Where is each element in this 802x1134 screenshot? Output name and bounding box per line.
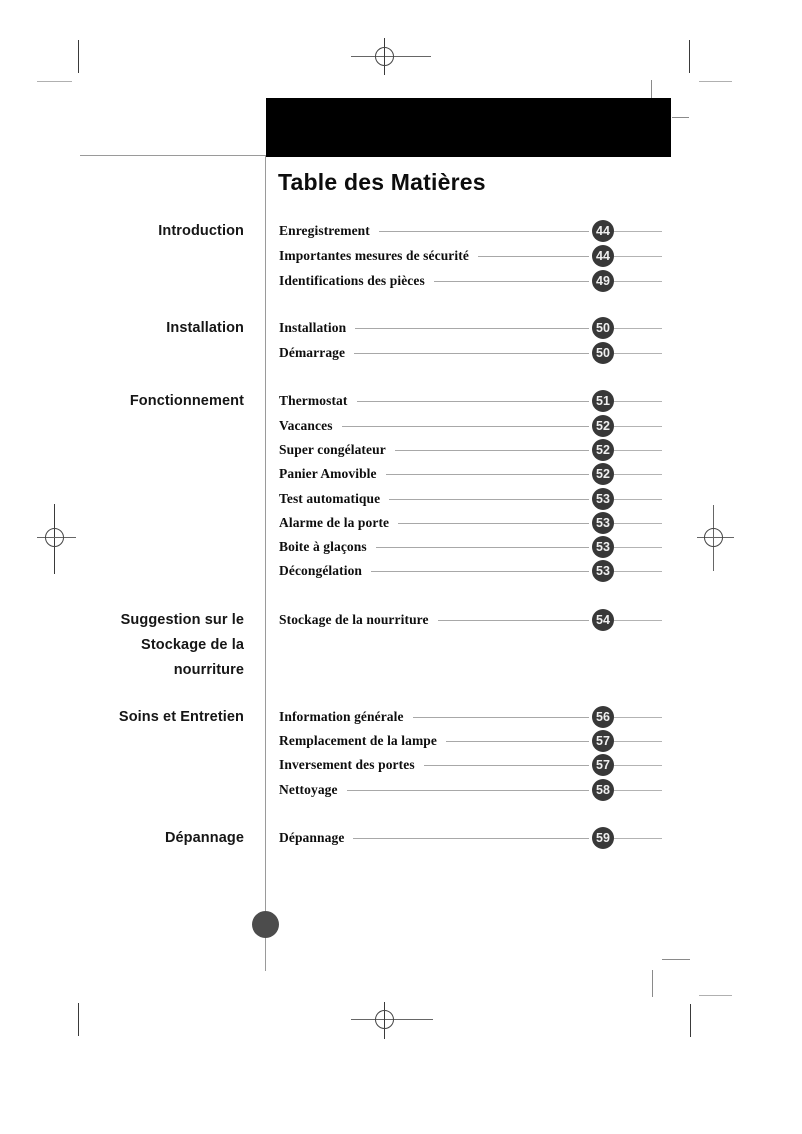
registration-circle-icon — [375, 47, 394, 66]
page-number-badge: 57 — [592, 754, 614, 776]
page-number-badge: 44 — [592, 245, 614, 267]
toc-entry-title: Installation — [279, 320, 347, 335]
crop-mark-bottom-right-vertical — [690, 1004, 691, 1037]
page-number-badge: 57 — [592, 730, 614, 752]
leader-tail-line — [614, 765, 662, 766]
toc-entry-title: Identifications des pièces — [279, 273, 425, 288]
toc-entry-title: Information générale — [279, 709, 404, 724]
section-label — [60, 389, 244, 414]
leader-line — [353, 838, 589, 839]
toc-entry — [279, 316, 662, 340]
leader-tail-line — [614, 547, 662, 548]
leader-tail-line — [614, 523, 662, 524]
toc-entry — [279, 535, 662, 559]
leader-line — [386, 474, 589, 475]
toc-entry-title: Démarrage — [279, 345, 346, 360]
toc-entry-title: Test automatique — [279, 491, 381, 506]
leader-tail-line — [614, 401, 662, 402]
section-label-line: Stockage de la — [141, 636, 244, 653]
toc-entry-title: Nettoyage — [279, 782, 338, 797]
toc-entry — [279, 462, 662, 486]
header-underline — [80, 155, 266, 156]
section-label — [60, 316, 244, 341]
leader-line — [434, 281, 589, 282]
leader-line — [379, 231, 589, 232]
section-label-line: Soins et Entretien — [118, 708, 244, 725]
crop-mark-top-right-vertical — [689, 40, 690, 73]
header-black-bar — [266, 98, 671, 157]
leader-tail-line — [614, 281, 662, 282]
page-number-badge: 53 — [592, 488, 614, 510]
leader-tail-line — [614, 717, 662, 718]
leader-line — [347, 790, 589, 791]
leader-line — [438, 620, 589, 621]
toc-entry-title: Inversement des portes — [279, 757, 415, 772]
toc-entry — [279, 511, 662, 535]
page-number-badge: 56 — [592, 706, 614, 728]
page-title: Table des Matières — [278, 169, 486, 195]
section-label — [60, 826, 244, 851]
toc-entry-title: Stockage de la nourriture — [279, 612, 429, 627]
toc-entry — [279, 559, 662, 583]
page-number-badge: 53 — [592, 560, 614, 582]
leader-tail-line — [614, 474, 662, 475]
page-number-badge: 51 — [592, 390, 614, 412]
page-number-badge: 53 — [592, 536, 614, 558]
crop-mark-top-left-horizontal — [37, 81, 72, 82]
toc-entry — [279, 729, 662, 753]
section-label-line: Introduction — [158, 222, 244, 239]
toc-entry — [279, 438, 662, 462]
page-number-badge: 58 — [592, 779, 614, 801]
section-label-line: nourriture — [173, 661, 244, 678]
section-label — [60, 219, 244, 244]
column-divider — [265, 156, 266, 971]
leader-tail-line — [614, 499, 662, 500]
leader-line — [355, 328, 589, 329]
page-number-badge: 50 — [592, 317, 614, 339]
crop-mark-bar-right-horizontal — [672, 117, 689, 118]
leader-line — [395, 450, 589, 451]
toc-entry-title: Importantes mesures de sécurité — [279, 248, 469, 263]
toc-entry — [279, 389, 662, 413]
toc-entry-title: Décongélation — [279, 563, 363, 578]
page-number-badge: 50 — [592, 342, 614, 364]
toc-entry — [279, 269, 662, 293]
leader-tail-line — [614, 790, 662, 791]
leader-line — [478, 256, 589, 257]
leader-line — [354, 353, 589, 354]
registration-circle-icon — [45, 528, 64, 547]
leader-line — [376, 547, 589, 548]
toc-entry-title: Alarme de la porte — [279, 515, 390, 530]
toc-entry-title: Vacances — [279, 418, 333, 433]
page-number-badge: 59 — [592, 827, 614, 849]
toc-entry-title: Remplacement de la lampe — [279, 733, 437, 748]
registration-circle-icon — [375, 1010, 394, 1029]
toc-entry — [279, 705, 662, 729]
crop-mark-right-edge-horizontal — [662, 959, 690, 960]
leader-tail-line — [614, 426, 662, 427]
leader-line — [413, 717, 589, 718]
leader-tail-line — [614, 571, 662, 572]
toc-entry-title: Dépannage — [279, 830, 345, 845]
leader-line — [342, 426, 589, 427]
crop-mark-bar-top-vertical — [651, 80, 652, 98]
page-number-badge: 54 — [592, 609, 614, 631]
page-dot-marker — [252, 911, 279, 938]
crop-mark-top-right-horizontal — [699, 81, 732, 82]
toc-entry — [279, 753, 662, 777]
toc-entry — [279, 341, 662, 365]
section-label-line: Installation — [166, 319, 244, 336]
leader-tail-line — [614, 838, 662, 839]
toc-entry-title: Panier Amovible — [279, 466, 377, 481]
page-number-badge: 52 — [592, 463, 614, 485]
registration-circle-icon — [704, 528, 723, 547]
leader-tail-line — [614, 741, 662, 742]
toc-entry-title: Enregistrement — [279, 223, 370, 238]
page-number-badge: 44 — [592, 220, 614, 242]
crop-mark-bottom-left-vertical — [78, 1003, 79, 1036]
leader-line — [357, 401, 590, 402]
leader-tail-line — [614, 231, 662, 232]
section-label-line: Dépannage — [164, 829, 244, 846]
toc-entry-title: Super congélateur — [279, 442, 386, 457]
toc-entry — [279, 244, 662, 268]
toc-entry — [279, 826, 662, 850]
crop-mark-top-left-vertical — [78, 40, 79, 73]
section-label-line: Fonctionnement — [129, 392, 244, 409]
toc-entry — [279, 219, 662, 243]
page-number-badge: 52 — [592, 415, 614, 437]
leader-line — [446, 741, 589, 742]
toc-entry-title: Thermostat — [279, 393, 348, 408]
section-label — [60, 705, 244, 730]
page-number-badge: 53 — [592, 512, 614, 534]
page-number-badge: 52 — [592, 439, 614, 461]
section-label-line: Suggestion sur le — [120, 611, 244, 628]
leader-line — [424, 765, 589, 766]
page-number-badge: 49 — [592, 270, 614, 292]
leader-tail-line — [614, 450, 662, 451]
section-label — [60, 608, 244, 683]
crop-mark-right-edge-vertical — [652, 970, 653, 997]
leader-tail-line — [614, 620, 662, 621]
leader-tail-line — [614, 256, 662, 257]
toc-entry — [279, 487, 662, 511]
leader-line — [389, 499, 589, 500]
leader-line — [398, 523, 589, 524]
leader-tail-line — [614, 328, 662, 329]
crop-mark-bottom-right-horizontal — [699, 995, 732, 996]
toc-entry-title: Boite à glaçons — [279, 539, 367, 554]
toc-entry — [279, 608, 662, 632]
leader-line — [371, 571, 589, 572]
toc-entry — [279, 414, 662, 438]
toc-entry — [279, 778, 662, 802]
leader-tail-line — [614, 353, 662, 354]
